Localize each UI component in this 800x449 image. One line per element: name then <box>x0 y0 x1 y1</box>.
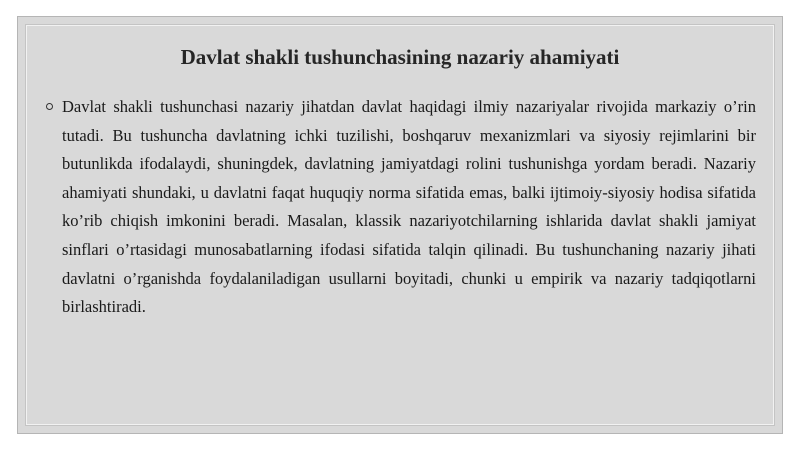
slide <box>17 16 783 434</box>
slide-title: Davlat shakli tushunchasining nazariy ahamiyati <box>180 45 620 69</box>
list-item <box>48 93 756 322</box>
bullet-list <box>48 93 756 322</box>
bullet-circle-icon <box>46 103 53 110</box>
body-paragraph: Davlat shakli tushunchasi nazariy jihatdan davlat haqidagi ilmiy nazariyalar rivojida markaziy o’rin tutadi. Bu tushuncha davlatning ichki tuzilishi, boshqaruv mexanizmlari va siyosiy rejimlarini bir butunlikda ifodalaydi, shuningdek, davlatning jamiyatdagi rolini tushunishga yordam beradi. Nazariy ahamiyati shundaki, u davlatni faqat huquqiy norma sifatida emas, balki ijtimoiy-siyosiy hodisa sifatida ko’rib chiqish imkonini beradi. Masalan, klassik nazariyotchilarning ishlarida davlat shakli jamiyat sinflari o’rtasidagi munosabatlarning ifodasi sifatida talqin qilinadi. Bu tushunchaning nazariy jihati davlatni o’rganishda foydalaniladigan usullarni boyitadi, chunki u empirik va nazariy tadqiqotlarni birlashtiradi. <box>62 97 756 317</box>
